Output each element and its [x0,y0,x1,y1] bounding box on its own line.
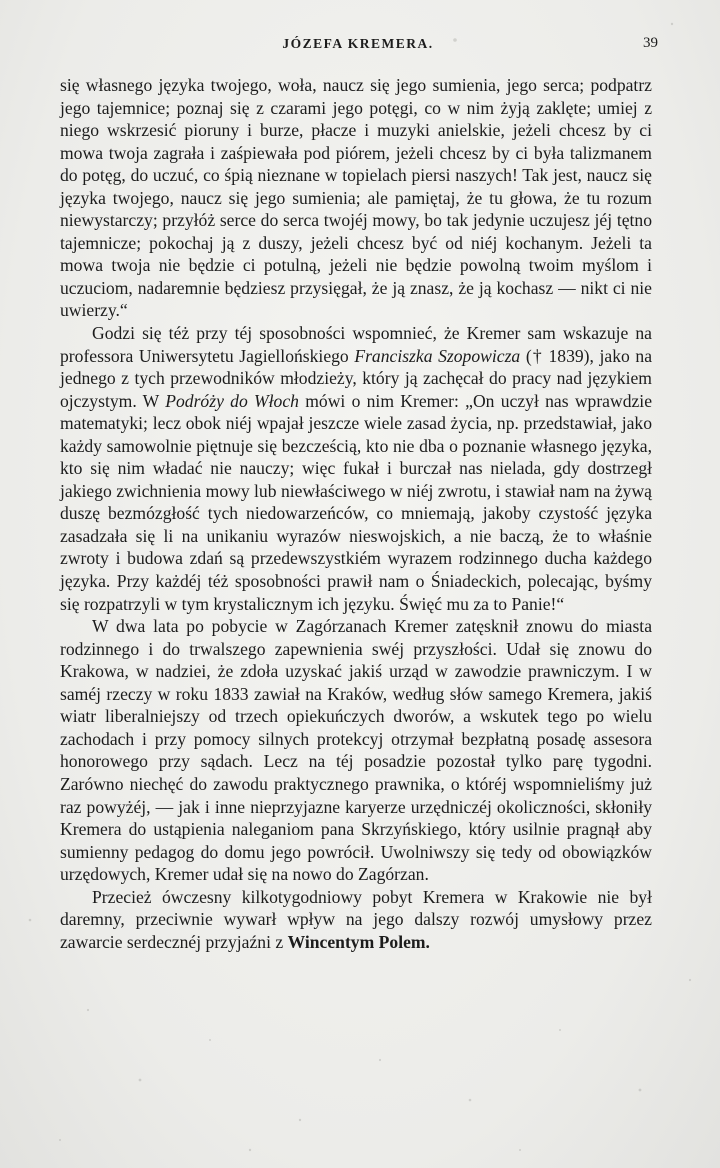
paragraph-pol [60,886,652,954]
paragraph-krakow: W dwa lata po pobycie w Zagórzanach Kremer zatęsknił znowu do miasta rodzinnego i do trwalszego zapewnienia swéj przyszłości. Udał się znowu do Krakowa, w nadziei, że zdoła uzyskać jakiś urząd w zawodzie prawniczym. I w saméj rzeczy w roku 1833 zawiał na Kraków, według słów samego Kremera, jakiś wiatr liberalniejszy od trzech opiekuńczych dworów, a wskutek tego po wielu zachodach i przy pomocy silnych protekcyj otrzymał bezpłatną posadę assesora honorowego przy sądach. Lecz na téj posadzie pozostał tylko parę tygodni. Zarówno niechęć do zawodu praktycznego prawnika, o któréj wspomnieliśmy już raz powyżéj, — jak i inne nieprzyjazne karyerze urzędniczéj okoliczności, skłoniły Kremera do ustąpienia naleganiom pana Skrzyńskiego, który usilnie pragnął aby sumienny pedagog do domu jego powrócił. Uwolniwszy się tedy od obowiązków urzędowych, Kremer udał się na nowo do Zagórzan. [60,616,652,885]
body-text [60,74,652,953]
page-number: 39 [643,35,658,51]
name-italic: Franciszka Szopowicza [354,345,521,366]
paragraph-text: Przecież ówczesny kilkotygodniowy pobyt Kremera w Krakowie nie był daremny, przeciwnie wywarł wpływ na jego dalszy rozwój umysłowy przez zawarcie serdecznéj przyjaźni z [60,886,652,952]
name-bold: Wincentym Polem. [287,931,430,952]
book-title-italic: Podróży do Włoch [165,390,299,411]
running-title: JÓZEFA KREMERA. [282,36,434,51]
paragraph-text: († 1839), jako na jednego z tych przewodników młodzieży, który ją zachęcał do pracy nad językiem ojczystym. W [60,345,653,411]
paragraph-text: Godzi się téż przy téj sposobności wspomnieć, że Kremer sam wskazuje na professora Uniwersytetu Jagiellońskiego [60,323,652,366]
running-head [58,36,658,58]
paragraph-text: mówi o nim Kremer: „On uczył nas wprawdzie matematyki; lecz obok niéj wpajał jeszcze wiele zasad życia, np. przedstawiał, jako każdy samowolnie piętnuje się bezcześcią, kto nie dba o poznanie własnego języka, kto się nim władać nie nauczy; więc fukał i burczał nas nielada, gdy dostrzegł jakiego zwichnienia mowy lub niewłaściwego w niéj zwrotu, i stawiał nam na żywą duszę bezmózgłość tych niedowarzeńców, co mniemają, jakoby czystość języka zasadzała się li na unikaniu wyrazów nieswojskich, a nie baczą, że to właśnie zwroty i budowa zdań są przedewszystkiém wyrazem rodzinnego ducha każdego języka. Przy każdéj téż sposobności prawił nam o Śniadeckich, polecając, byśmy się rozpatrzyli w tym krystalicznym ich języku. Święć mu za to Panie!“ [60,390,652,614]
paragraph-quote-continuation: się własnego języka twojego, woła, naucz się jego sumienia, jego serca; podpatrz jego tajemnice; poznaj się z czarami jego potęgi, co w nim żyją zaklęte; umiej z niego wskrzesić pioruny i burze, płacze i muzyki anielskie, jeżeli chcesz by ci mowa twoja zagrała i zaśpiewała pod piórem, jeżeli chcesz by ci była talizmanem do potęg, do uczuć, co śpią nieznane w topielach piersi naszych! Tak jest, naucz się języka twojego, naucz się jego sumienia; ale pamiętaj, że tu głowa, że tu rozum niewystarczy; przyłóż serce do serca twojéj mowy, bo tak jedynie uczujesz jéj tętno tajemnicze; pokochaj ją z duszy, jeżeli chcesz być od niéj kochanym. Jeżeli ta mowa twoja nie będzie ci potulną, jeżeli nie będzie powolną twoim myślom i uczuciom, nadaremnie będziesz przysięgał, że ją znasz, że ją kochasz — nikt ci nie uwierzy.“ [60,75,652,321]
paragraph-szopowicz [60,322,652,615]
